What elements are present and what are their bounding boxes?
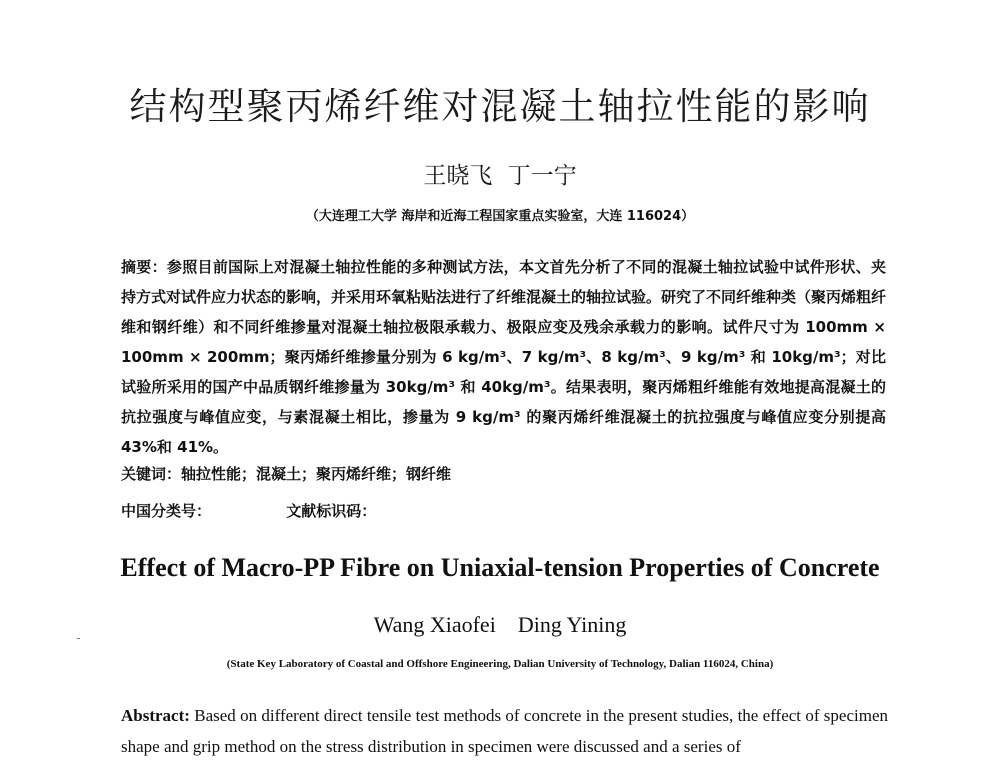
title-english: Effect of Macro-PP Fibre on Uniaxial-tension Properties of Concrete <box>120 553 880 582</box>
abstract-text-english: Based on different direct tensile test methods of concrete in the present studies, the effect of specimen shape and grip method on the stress distribution in specimen were discussed and a series of <box>121 706 888 756</box>
affiliation-chinese: （大连理工大学 海岸和近海工程国家重点实验室，大连 116024） <box>305 209 695 224</box>
abstract-chinese <box>121 252 886 462</box>
classification-line <box>121 500 376 521</box>
clc-label: 中国分类号： <box>121 502 212 520</box>
document-id-label: 文献标识码： <box>286 502 377 520</box>
author-1-chinese: 王晓飞 <box>423 163 493 189</box>
title-chinese: 结构型聚丙烯纤维对混凝土轴拉性能的影响 <box>129 85 871 128</box>
keywords-text-chinese: 轴拉性能；混凝土；聚丙烯纤维；钢纤维 <box>181 465 452 483</box>
abstract-label-english: Abstract: <box>121 706 190 725</box>
keywords-chinese <box>121 463 451 484</box>
author-1-english: Wang Xiaofei <box>373 612 496 637</box>
author-2-chinese: 丁一宁 <box>507 163 577 189</box>
author-2-english: Ding Yining <box>517 612 627 637</box>
authors-english <box>0 612 1000 638</box>
abstract-english <box>121 700 888 762</box>
abstract-text-chinese: 参照目前国际上对混凝土轴拉性能的多种测试方法，本文首先分析了不同的混凝土轴拉试验中试件形状、夹持方式对试件应力状态的影响，并采用环氧粘贴法进行了纤维混凝土的轴拉试验。研究了不同纤维种类（聚丙烯粗纤维和钢纤维）和不同纤维掺量对混凝土轴拉极限承载力、极限应变及残余承载力的影响。试件尺寸为 100mm × 100mm × 200mm；聚丙烯纤维掺量分别为 6 kg/m³、7 kg/m³、8 kg/m³、9 kg/m³ 和 10kg/m³；对比试验所采用的国产中品质钢纤维掺量为 30kg/m³ 和 40kg/m³。结果表明，聚丙烯粗纤维能有效地提高混凝土的抗拉强度与峰值应变，与素混凝土相比，掺量为 9 kg/m³ 的聚丙烯纤维混凝土的抗拉强度与峰值应变分别提高 43%和 41%。 <box>121 258 887 456</box>
affiliation-english: (State Key Laboratory of Coastal and Offshore Engineering, Dalian University of Technology, Dalian 116024, China) <box>226 658 774 670</box>
abstract-label-chinese: 摘要： <box>121 258 167 276</box>
authors-chinese <box>0 157 1000 190</box>
keywords-label-chinese: 关键词： <box>121 465 182 483</box>
scan-artifact-dot <box>77 638 80 639</box>
